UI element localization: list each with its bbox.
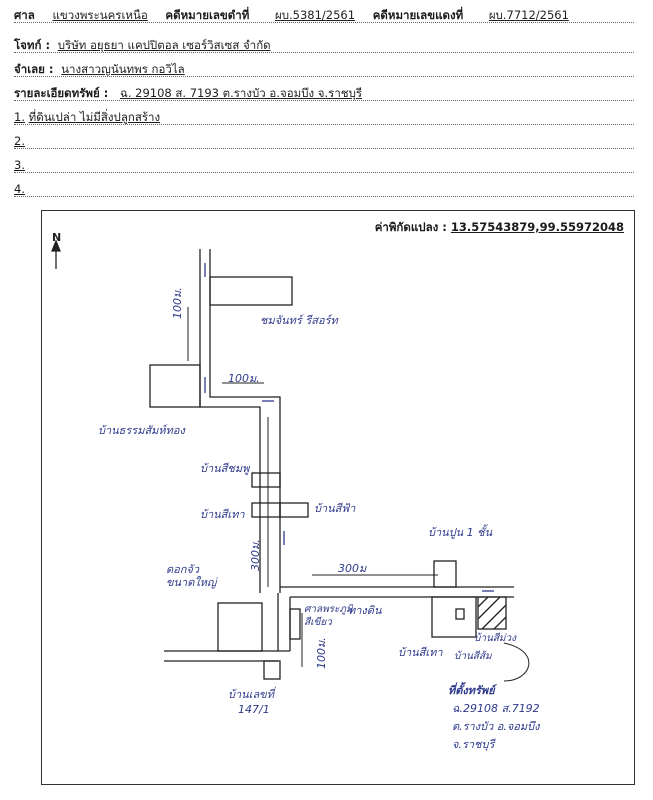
- coord-label: ค่าพิกัดแปลง :: [374, 220, 447, 234]
- item-2-num: 2.: [14, 134, 25, 148]
- resort-block: [210, 277, 292, 305]
- label-house-orange: บ้านสีส้ม: [454, 651, 492, 662]
- court-rule: [14, 22, 634, 23]
- label-dirt-road: ทางดิน: [348, 604, 382, 617]
- house-147-block: [264, 661, 280, 679]
- property-pointer: [504, 643, 529, 681]
- plaintiff-row: [14, 38, 271, 52]
- coord-value: 13.57543879,99.55972048: [450, 220, 624, 234]
- item-4: [14, 182, 25, 196]
- map-sketch: [41, 210, 635, 785]
- house-gray-block: [252, 503, 280, 517]
- asset-rule: [14, 100, 634, 101]
- item-3-rule: [14, 172, 634, 173]
- item-1-rule: [14, 124, 634, 125]
- house-tham-block: [150, 365, 200, 407]
- label-house-pink: บ้านสีชมพู: [200, 462, 250, 475]
- label-property-title: ที่ตั้งทรัพย์: [448, 684, 495, 697]
- label-dist-100-bottom: 100ม.: [315, 637, 328, 669]
- item-1-text: ที่ดินเปล่า ไม่มีสิ่งปลูกสร้าง: [28, 110, 161, 124]
- label-house-cement: บ้านปูน 1 ชั้น: [428, 526, 493, 539]
- house-blue-block: [280, 503, 308, 517]
- defendant-row: [14, 62, 185, 76]
- property-hatch: [478, 597, 506, 629]
- item-1: [14, 110, 160, 124]
- red-case-value: ผบ.7712/2561: [488, 8, 569, 22]
- item-3-num: 3.: [14, 158, 25, 172]
- label-property-line3: จ.ราชบุรี: [452, 738, 495, 751]
- plaintiff-rule: [14, 52, 634, 53]
- court-label: ศาล: [14, 8, 35, 22]
- label-dist-100-mid: 100ม.: [228, 372, 260, 385]
- asset-label: รายละเอียดทรัพย์ :: [14, 86, 109, 100]
- asset-row: [14, 86, 362, 100]
- label-house-gray: บ้านสีเทา: [200, 508, 245, 521]
- label-house-blue: บ้านสีฟ้า: [314, 502, 356, 515]
- court-row: [14, 8, 569, 22]
- plaintiff-value: บริษัท อยุธยา แคปปิตอล เซอร์วิสเซส จำกัด: [57, 38, 271, 52]
- shrine-block: [290, 609, 300, 639]
- label-property-line2: ต.รางบัว อ.จอมบึง: [452, 720, 540, 733]
- plaintiff-label: โจทก์ :: [14, 38, 51, 52]
- black-case-value: ผบ.5381/2561: [274, 8, 356, 22]
- house-gray2-block: [432, 597, 476, 637]
- label-house-gray2: บ้านสีเทา: [398, 646, 443, 659]
- defendant-value: นางสาวญนันทพร กอวิไล: [61, 62, 185, 76]
- item-3: [14, 158, 25, 172]
- label-resort: ชมจันทร์ รีสอร์ท: [260, 314, 338, 327]
- label-dist-300-vertical: 300ม.: [249, 539, 262, 571]
- north-label: N: [52, 231, 62, 244]
- label-house-purple: บ้านสีม่วง: [474, 633, 516, 644]
- label-property-line1: ฉ.29108 ส.7192: [452, 702, 540, 715]
- map-drawing: [42, 211, 634, 784]
- item-4-num: 4.: [14, 182, 25, 196]
- property-plot: [478, 597, 506, 629]
- house-pink-block: [252, 473, 280, 487]
- label-house-no: บ้านเลขที่: [228, 688, 274, 701]
- defendant-label: จำเลย :: [14, 62, 54, 76]
- item-4-rule: [14, 196, 634, 197]
- item-2-rule: [14, 148, 634, 149]
- house-cement-block: [434, 561, 456, 587]
- red-case-label: คดีหมายเลขแดงที่: [372, 8, 464, 22]
- house-purple-block: [456, 609, 464, 619]
- road-upper-right-edge: [210, 249, 280, 593]
- item-2: [14, 134, 25, 148]
- item-1-num: 1.: [14, 110, 25, 124]
- label-shrine: ศาลพระภูมิ สีเขียว: [304, 604, 353, 628]
- label-dist-100-top: 100ม.: [171, 287, 184, 319]
- label-tree: ดอกจัว ขนาดใหญ่: [166, 563, 217, 589]
- black-case-label: คดีหมายเลขดำที่: [165, 8, 250, 22]
- label-house-no-value: 147/1: [238, 703, 270, 716]
- defendant-rule: [14, 76, 634, 77]
- tree-block: [218, 603, 262, 651]
- label-dist-300-horizontal: 300ม: [338, 562, 367, 575]
- label-house-tham: บ้านธรรมสัมห์ทอง: [98, 424, 185, 437]
- court-value: แขวงพระนครเหนือ: [52, 8, 148, 22]
- asset-value: ฉ. 29108 ส. 7193 ต.รางบัว อ.จอมบึง จ.ราชบุรี: [119, 86, 363, 100]
